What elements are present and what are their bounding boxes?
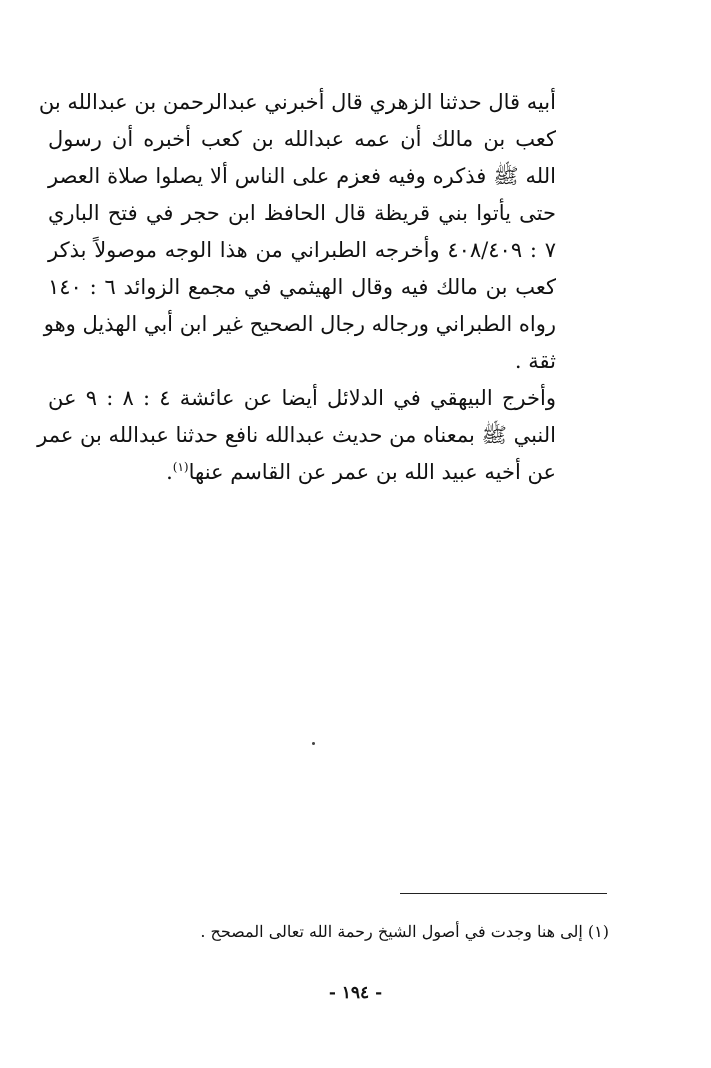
- text-line: كعب بن مالك أن عمه عبدالله بن كعب أخبره أن رسول: [48, 127, 556, 151]
- footnote-divider: [400, 893, 607, 894]
- stray-dot: [312, 742, 315, 745]
- page-number: - ١٩٤ -: [328, 983, 383, 1003]
- text-line-content: عن أخيه عبيد الله بن عمر عن القاسم عنها: [188, 460, 556, 484]
- text-line: ثقة .: [514, 349, 556, 373]
- text-line: وأخرج البيهقي في الدلائل أيضا عن عائشة ٤ : ٨ : ٩ عن: [48, 386, 556, 410]
- footnote: (١) إلى هنا وجدت في أصول الشيخ رحمة الله تعالى المصحح .: [200, 922, 609, 941]
- text-line: رواه الطبراني ورجاله رجال الصحيح غير ابن أبي الهذيل وهو: [43, 312, 556, 336]
- paragraph-1: [38, 84, 556, 380]
- text-line: ٧ : ٤٠٨/٤٠٩ وأخرجه الطبراني من هذا الوجه موصولاً بذكر: [48, 238, 556, 262]
- text-line: كعب بن مالك فيه وقال الهيثمي في مجمع الزوائد ٦ : ١٤٠: [48, 275, 556, 299]
- sentence-end: .: [166, 460, 173, 484]
- footnote-reference[interactable]: (١): [172, 460, 189, 474]
- text-line: حتى يأتوا بني قريظة قال الحافظ ابن حجر في فتح الباري: [48, 201, 556, 225]
- text-line: النبي ﷺ بمعناه من حديث عبدالله نافع حدثنا عبدالله بن عمر: [37, 423, 556, 447]
- text-line-with-footnote: [48, 454, 556, 491]
- text-line: الله ﷺ فذكره وفيه فعزم على الناس ألا يصلوا صلاة العصر: [48, 164, 556, 188]
- text-line: أبيه قال حدثنا الزهري قال أخبرني عبدالرحمن بن عبدالله بن: [38, 90, 556, 114]
- main-text: [37, 84, 556, 491]
- paragraph-2: [37, 380, 556, 491]
